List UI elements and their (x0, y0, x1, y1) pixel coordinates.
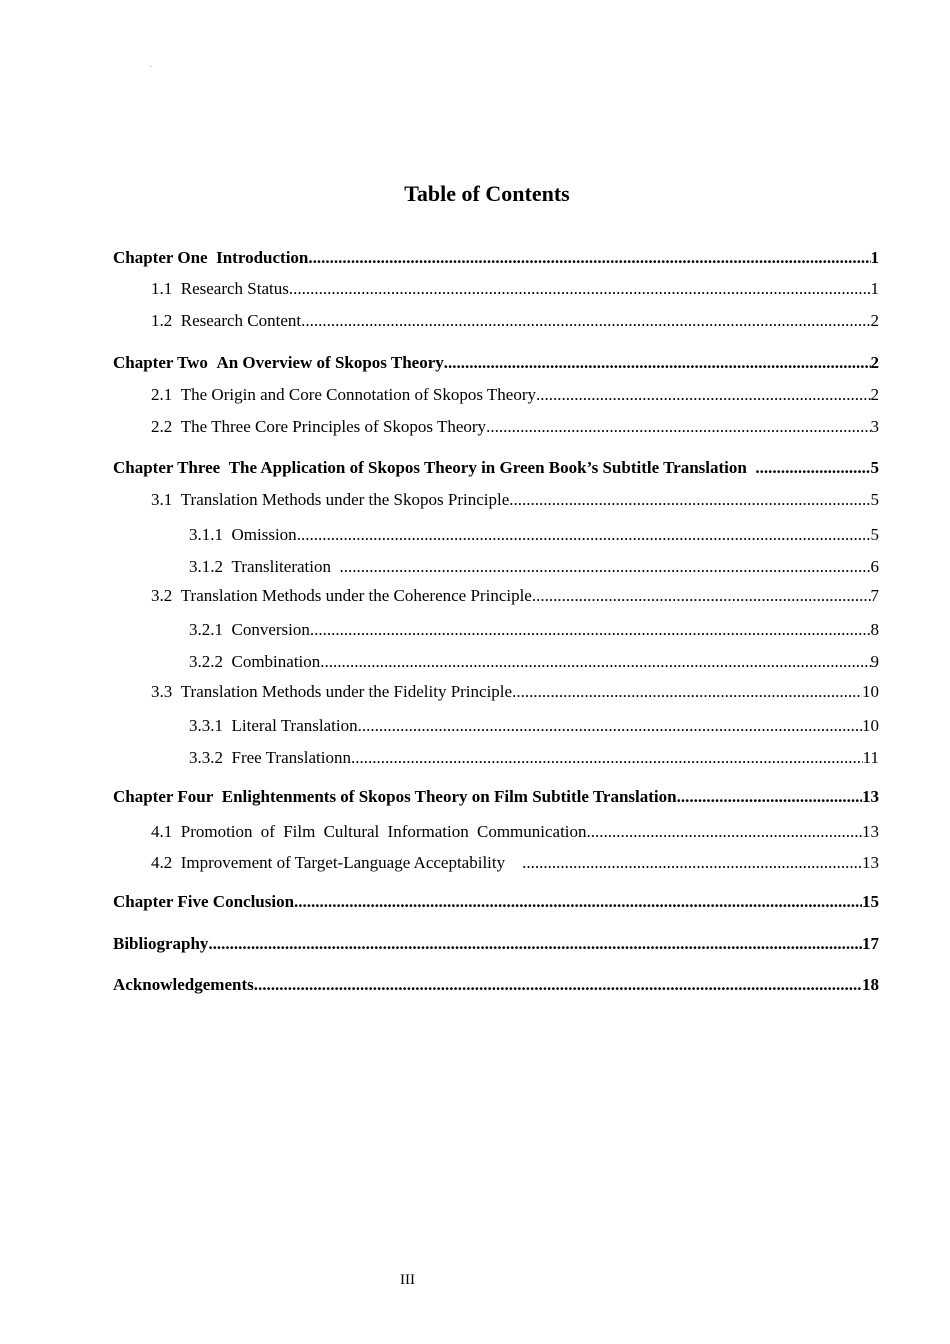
toc-entry-1-2[interactable] (151, 310, 879, 332)
toc-entry-label: Translation Methods under the Skopos Principle (180, 490, 510, 509)
toc-entry-page: 6 (870, 557, 879, 576)
dot-leader (358, 715, 862, 737)
toc-entry-3-2[interactable] (151, 585, 879, 607)
toc-entry-3-2-2[interactable] (189, 651, 879, 673)
toc-entry-1-1[interactable] (151, 278, 879, 300)
toc-entry-label: Introduction (216, 248, 309, 267)
toc-entry-label: Research Content (180, 311, 302, 330)
toc-entry-label: The Application of Skopos Theory in Green Book’s Subtitle Translation (228, 458, 747, 477)
toc-entry-label: Transliteration (231, 557, 331, 576)
dot-leader (254, 974, 862, 996)
toc-entry-number: 4.2 (151, 853, 173, 872)
stray-mark (150, 66, 152, 67)
toc-entry-3-3-2[interactable] (189, 747, 879, 769)
toc-entry-page: 5 (870, 458, 879, 477)
toc-entry-label: Acknowledgements (113, 975, 254, 994)
toc-entry-page: 9 (870, 652, 879, 671)
toc-entry-page: 3 (870, 417, 879, 436)
toc-entry-3-1-1[interactable] (189, 524, 879, 546)
toc-entry-page: 8 (870, 620, 879, 639)
toc-entry-number: 3.3.2 (189, 748, 223, 767)
toc-entry-label: An Overview of Skopos Theory (216, 353, 444, 372)
dot-leader (320, 651, 870, 673)
toc-entry-label: Omission (231, 525, 297, 544)
toc-entry-number: Chapter Five (113, 892, 209, 911)
toc-entry-label: Conclusion (212, 892, 295, 911)
toc-entry-bibliography[interactable] (113, 933, 879, 955)
toc-entry-number: 3.2.2 (189, 652, 223, 671)
toc-entry-chapter-four[interactable] (113, 786, 879, 808)
toc-entry-label: Translation Methods under the Fidelity Principle (180, 682, 513, 701)
toc-entry-label: Enlightenments of Skopos Theory on Film Subtitle Translation (221, 787, 677, 806)
dot-leader (308, 247, 870, 269)
dot-leader (522, 852, 862, 874)
toc-entry-label: Promotion of Film Cultural Information Communication (180, 822, 587, 841)
toc-entry-number: Chapter Three (113, 458, 221, 477)
toc-entry-label: Free Translationn (231, 748, 351, 767)
toc-entry-page: 1 (870, 279, 879, 298)
dot-leader (486, 416, 870, 438)
dot-leader (339, 556, 870, 578)
toc-entry-number: 3.1 (151, 490, 173, 509)
toc-entry-page: 13 (862, 853, 879, 872)
toc-entry-number: 3.3.1 (189, 716, 223, 735)
dot-leader (677, 786, 862, 808)
dot-leader (444, 352, 871, 374)
toc-entry-4-1[interactable] (151, 821, 879, 843)
toc-entry-label: Bibliography (113, 934, 209, 953)
toc-entry-page: 5 (870, 525, 879, 544)
toc-entry-3-3-1[interactable] (189, 715, 879, 737)
toc-entry-3-1[interactable] (151, 489, 879, 511)
toc-entry-label: Literal Translation (231, 716, 358, 735)
toc-entry-page: 2 (870, 353, 879, 372)
toc-entry-page: 7 (870, 586, 879, 605)
toc-entry-number: 3.1.2 (189, 557, 223, 576)
toc-entry-page: 10 (862, 716, 879, 735)
toc-entry-page: 13 (862, 822, 879, 841)
toc-entry-page: 15 (862, 892, 879, 911)
toc-entry-number: 2.1 (151, 385, 173, 404)
toc-entry-2-2[interactable] (151, 416, 879, 438)
toc-entry-page: 10 (862, 682, 879, 701)
toc-entry-number: 3.3 (151, 682, 173, 701)
toc-entry-label: Combination (231, 652, 321, 671)
dot-leader (532, 585, 871, 607)
dot-leader (294, 891, 862, 913)
toc-entry-3-3[interactable] (151, 681, 879, 703)
toc-entry-page: 17 (862, 934, 879, 953)
toc-entry-chapter-three[interactable] (113, 457, 879, 479)
dot-leader (310, 619, 871, 641)
toc-entry-label: Research Status (180, 279, 289, 298)
toc-entry-label: Conversion (231, 620, 310, 639)
toc-entry-chapter-five[interactable] (113, 891, 879, 913)
toc-entry-number: Chapter One (113, 248, 208, 267)
toc-entry-number: 2.2 (151, 417, 173, 436)
dot-leader (351, 747, 863, 769)
toc-entry-page: 11 (862, 748, 879, 767)
toc-entry-label: The Three Core Principles of Skopos Theory (180, 417, 487, 436)
toc-entry-3-1-2[interactable] (189, 556, 879, 578)
toc-entry-number: 3.1.1 (189, 525, 223, 544)
toc-entry-page: 2 (870, 311, 879, 330)
dot-leader (536, 384, 871, 406)
toc-entry-page: 5 (870, 490, 879, 509)
toc-entry-number: 1.1 (151, 279, 173, 298)
toc-entry-chapter-two[interactable] (113, 352, 879, 374)
toc-entry-acknowledgements[interactable] (113, 974, 879, 996)
dot-leader (509, 489, 870, 511)
page-number-footer: III (400, 1272, 415, 1288)
toc-entry-page: 1 (870, 248, 879, 267)
dot-leader (512, 681, 862, 703)
toc-entry-label: Translation Methods under the Coherence Principle (180, 586, 532, 605)
toc-entry-number: Chapter Four (113, 787, 214, 806)
toc-entry-number: 3.2 (151, 586, 173, 605)
toc-entry-2-1[interactable] (151, 384, 879, 406)
toc-entry-label: The Origin and Core Connotation of Skopos Theory (180, 385, 536, 404)
toc-entry-chapter-one[interactable] (113, 247, 879, 269)
dot-leader (297, 524, 871, 546)
dot-leader (755, 457, 870, 479)
dot-leader (289, 278, 871, 300)
dot-leader (208, 933, 862, 955)
toc-entry-number: 4.1 (151, 822, 173, 841)
toc-entry-label: Improvement of Target-Language Acceptability (180, 853, 506, 872)
page-title: Table of Contents (404, 181, 570, 206)
toc-entry-number: 1.2 (151, 311, 173, 330)
toc-entry-page: 18 (862, 975, 879, 994)
toc-entry-page: 2 (870, 385, 879, 404)
toc-entry-page: 13 (862, 787, 879, 806)
toc-entry-number: 3.2.1 (189, 620, 223, 639)
dot-leader (301, 310, 870, 332)
toc-entry-3-2-1[interactable] (189, 619, 879, 641)
toc-entry-number: Chapter Two (113, 353, 208, 372)
dot-leader (587, 821, 862, 843)
toc-entry-4-2[interactable] (151, 852, 879, 874)
